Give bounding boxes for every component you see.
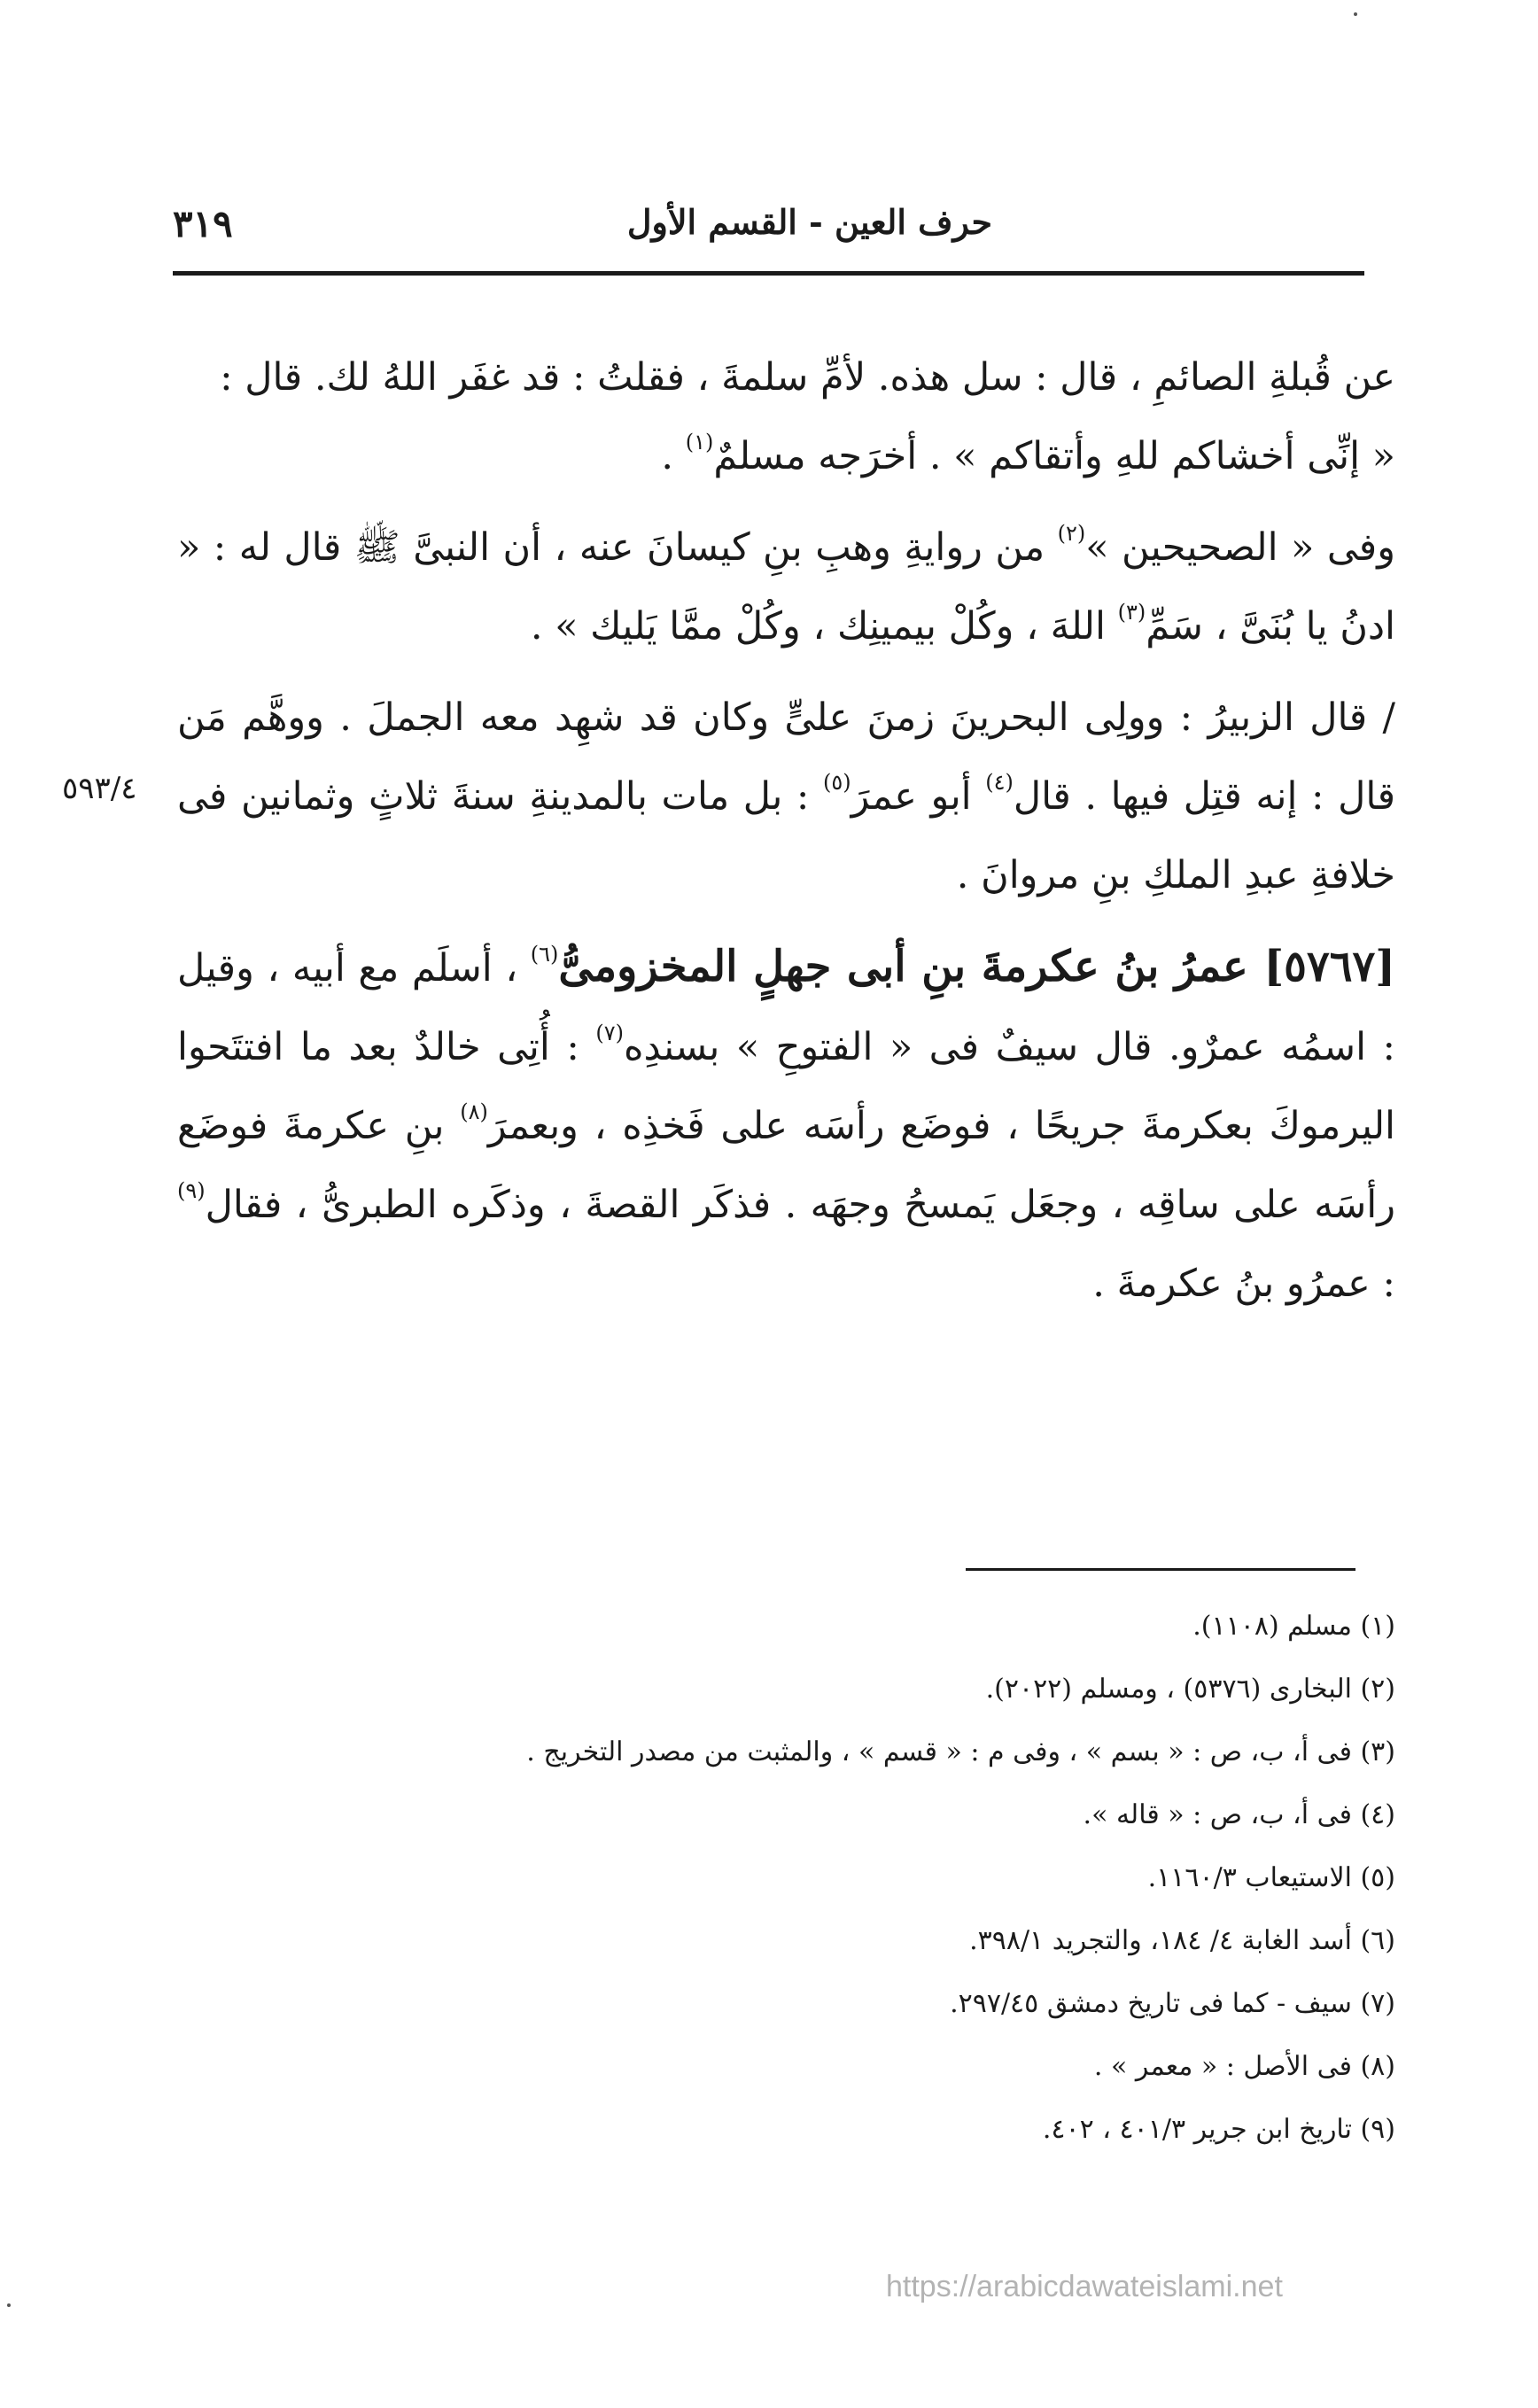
scan-speck bbox=[7, 2303, 11, 2307]
entry-number: [٥٧٦٧] bbox=[1263, 942, 1396, 991]
footnote-marker-2[interactable]: (٢) bbox=[1057, 521, 1086, 546]
entry-name: عمرُ بنُ عكرمةَ بنِ أبى جهلٍ المخزومىُّ bbox=[558, 942, 1264, 991]
footnote-1: (١) مسلم (١١٠٨). bbox=[1192, 1611, 1395, 1642]
main-text bbox=[177, 338, 1395, 1334]
page-number: ٣١٩ bbox=[173, 202, 233, 245]
paragraph-2 bbox=[177, 509, 1395, 666]
entry-text-b: : أُتِى خالدٌ بعد ما افتتَحوا اليرموكَ بعكرمةَ جريحًا ، فوضَع رأسَه على فَخذِه ، وبعمرَ bbox=[177, 1025, 1395, 1148]
footnote-marker-8[interactable]: (٨) bbox=[460, 1099, 488, 1124]
paragraph-3-text-c: : بل مات بالمدينةِ سنةَ ثلاثٍ وثمانين فى خلافةِ عبدِ الملكِ بنِ مروانَ . bbox=[177, 774, 1395, 897]
paragraph-2-text-a: وفى « الصحيحين » bbox=[1085, 525, 1395, 570]
paragraph-3-text-a: / قال الزبيرُ : وولِى البحرينَ زمنَ علىٍّ وكان قد شهِد معه الجملَ . ووهَّم مَن قال : إنه قتِل فيها . قال bbox=[177, 695, 1395, 819]
header-title: حرف العين - القسم الأول bbox=[626, 202, 992, 242]
paragraph-3 bbox=[177, 679, 1395, 915]
paragraph-3-text-b: أبو عمرَ bbox=[851, 774, 986, 819]
entry-text-a: ، أسلَم مع أبيه ، وقيل : اسمُه عمرٌو. قال سيفٌ فى « الفتوحِ » بسندِه bbox=[177, 946, 1395, 1069]
footnote-8: (٨) فى الأصل : « معمر » . bbox=[1093, 2051, 1395, 2082]
paragraph-1-line-2: « إنِّى أخشاكم للهِ وأتقاكم » . أخرَجه مسلمٌ bbox=[713, 434, 1395, 478]
running-header bbox=[173, 202, 1364, 264]
entry-5767 bbox=[177, 928, 1395, 1324]
header-rule bbox=[173, 271, 1364, 276]
watermark-url: https://arabicdawateislami.net bbox=[886, 2270, 1283, 2303]
entry-text-d: : عمرُو بنُ عكرمةَ . bbox=[1092, 1262, 1395, 1306]
paragraph-1-end: . bbox=[661, 434, 686, 478]
entry-text-c: بنِ عكرمةَ فوضَع رأسَه على ساقِه ، وجعَل يَمسحُ وجهَه . فذكَر القصةَ ، وذكَره الطبرىُّ ، فقال bbox=[177, 1104, 1395, 1227]
footnote-marker-4[interactable]: (٤) bbox=[985, 770, 1014, 795]
footnote-marker-6[interactable]: (٦) bbox=[530, 942, 559, 967]
footnote-marker-9[interactable]: (٩) bbox=[177, 1178, 206, 1203]
footnote-marker-5[interactable]: (٥) bbox=[823, 770, 851, 795]
paragraph-2-text-b: من روايةِ وهبِ بنِ كيسانَ عنه ، أن النبىَّ ﷺ قال له : « ادنُ يا بُنَىَّ ، سَمِّ bbox=[177, 525, 1395, 649]
paragraph-1 bbox=[177, 338, 1395, 496]
footnote-3: (٣) فى أ، ب، ص : « بسم » ، وفى م : « قسم » ، والمثبت من مصدر التخريج . bbox=[526, 1736, 1395, 1767]
margin-reference: ٥٩٣/٤ bbox=[62, 771, 137, 806]
footnote-marker-7[interactable]: (٧) bbox=[595, 1021, 624, 1045]
footnote-4: (٤) فى أ، ب، ص : « قاله ». bbox=[1083, 1799, 1395, 1830]
footnote-6: (٦) أسد الغابة ٤/ ١٨٤، والتجريد ٣٩٨/١. bbox=[969, 1925, 1395, 1956]
footnotes bbox=[266, 1595, 1395, 2161]
scan-speck bbox=[1354, 12, 1357, 16]
paragraph-1-line-1: عن قُبلةِ الصائمِ ، قال : سل هذه. لأمِّ سلمةَ ، فقلتُ : قد غفَر اللهُ لك. قال : bbox=[220, 355, 1395, 400]
footnote-marker-3[interactable]: (٣) bbox=[1117, 600, 1146, 625]
footnote-5: (٥) الاستيعاب ١١٦٠/٣. bbox=[1147, 1862, 1395, 1893]
footnote-marker-1[interactable]: (١) bbox=[685, 430, 714, 454]
footnote-7: (٧) سيف - كما فى تاريخ دمشق ٢٩٧/٤٥. bbox=[950, 1988, 1395, 2019]
paragraph-2-text-c: اللهَ ، وكُلْ بيمينِك ، وكُلْ ممَّا يَليك » . bbox=[530, 604, 1118, 649]
footnote-9: (٩) تاريخ ابن جرير ٤٠١/٣ ، ٤٠٢. bbox=[1042, 2114, 1395, 2145]
footnote-rule bbox=[966, 1568, 1355, 1571]
footnote-2: (٢) البخارى (٥٣٧٦) ، ومسلم (٢٠٢٢). bbox=[985, 1674, 1395, 1705]
